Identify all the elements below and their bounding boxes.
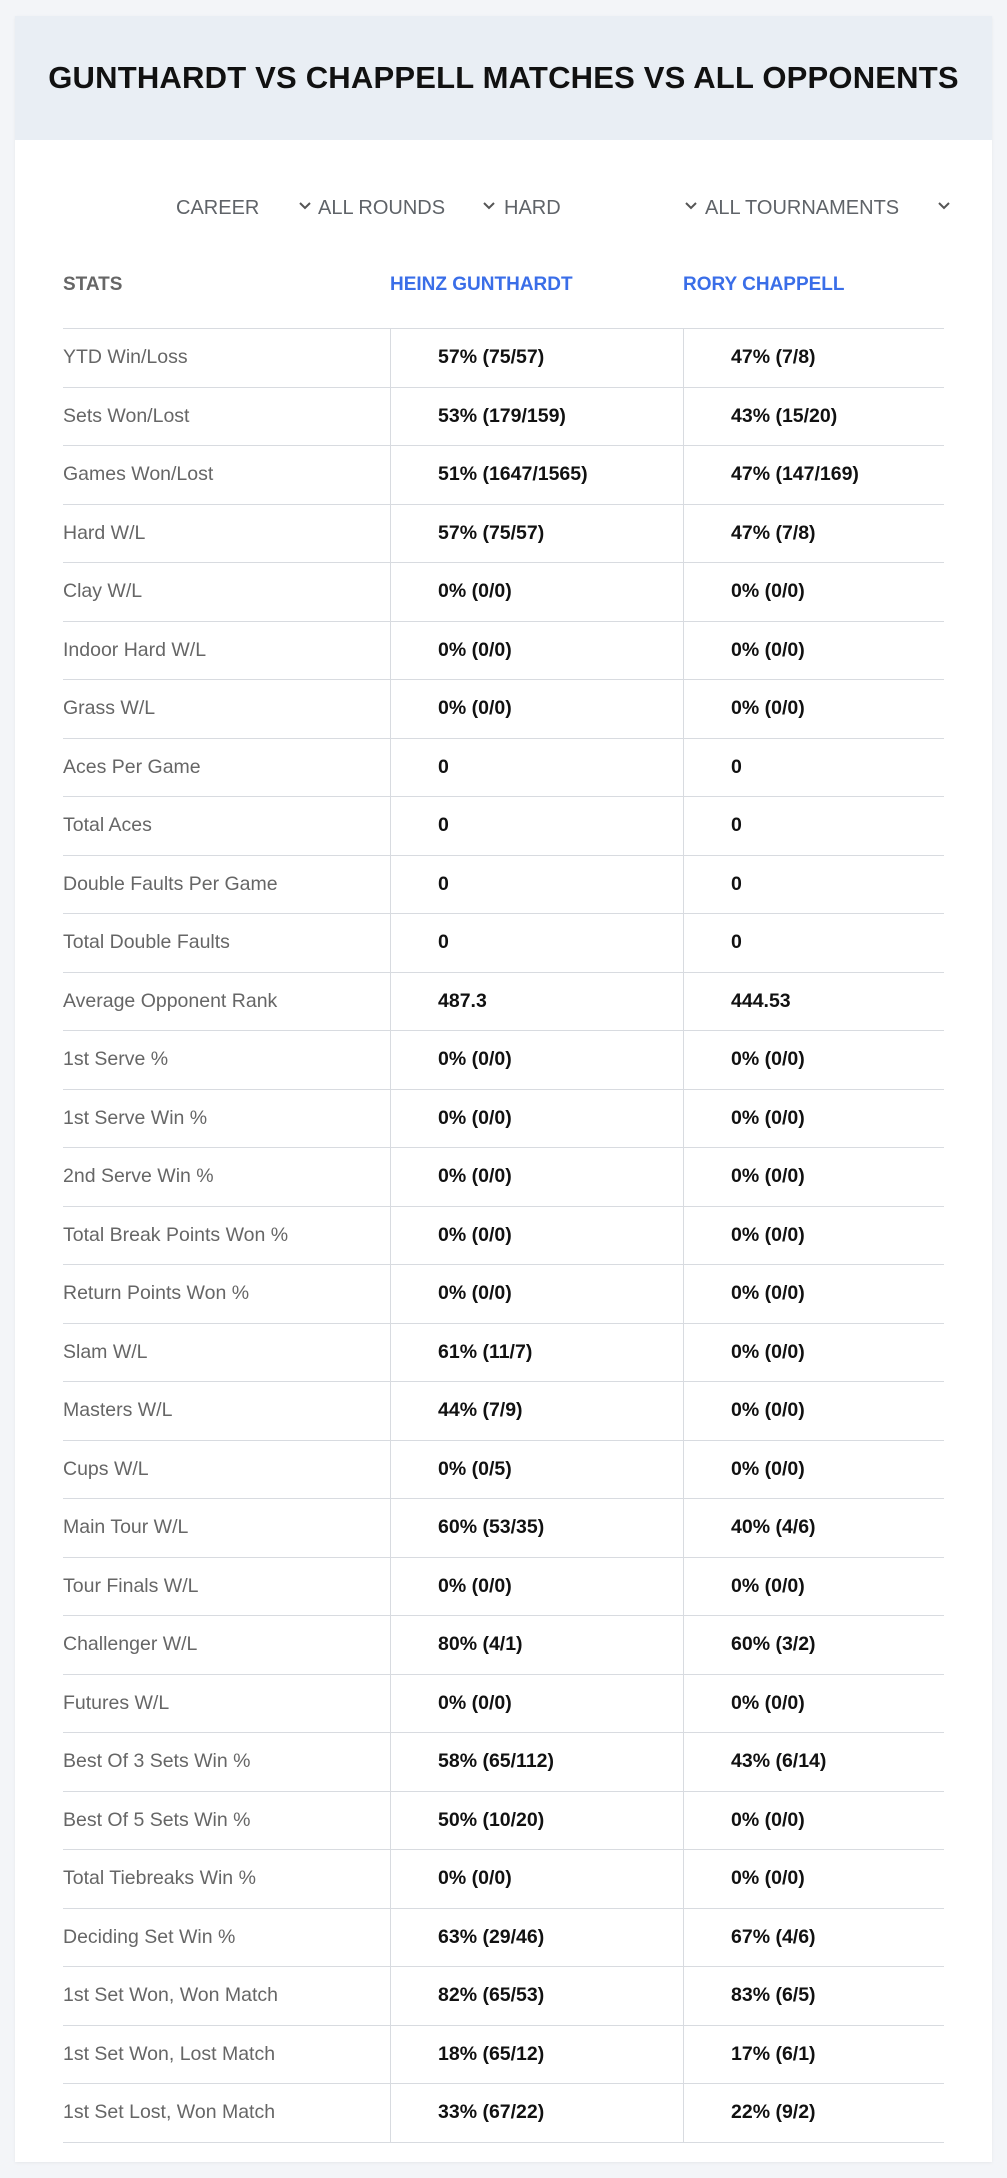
player2-value: 0% (0/0) (683, 1441, 944, 1499)
player2-value: 17% (6/1) (683, 2026, 944, 2084)
player1-value: 0 (390, 856, 683, 914)
table-row (63, 446, 944, 505)
table-row (63, 1324, 944, 1383)
stat-label: 1st Set Won, Lost Match (63, 2042, 276, 2065)
stat-label: Total Double Faults (63, 931, 230, 954)
stat-label: Double Faults Per Game (63, 872, 278, 895)
stat-label: YTD Win/Loss (63, 346, 188, 369)
stat-label: Cups W/L (63, 1457, 149, 1480)
stat-label: Deciding Set Win % (63, 1925, 236, 1948)
player2-value: 444.53 (683, 973, 944, 1031)
player2-value: 0 (683, 739, 944, 797)
stat-label: Tour Finals W/L (63, 1574, 199, 1597)
player2-value: 0% (0/0) (683, 622, 944, 680)
stat-label: Best Of 5 Sets Win % (63, 1808, 251, 1831)
tournaments-select[interactable] (705, 188, 963, 228)
stat-label: Total Break Points Won % (63, 1223, 289, 1246)
stat-label: Hard W/L (63, 521, 146, 544)
player1-value: 0% (0/0) (390, 1148, 683, 1206)
table-row (63, 1090, 944, 1149)
player1-value: 0% (0/0) (390, 1031, 683, 1089)
stat-label: Challenger W/L (63, 1633, 198, 1656)
player1-value: 33% (67/22) (390, 2084, 683, 2142)
player2-value: 0% (0/0) (683, 1207, 944, 1265)
player1-value: 44% (7/9) (390, 1382, 683, 1440)
stat-label: Grass W/L (63, 697, 156, 720)
stat-label: Total Aces (63, 814, 152, 837)
player2-value: 0% (0/0) (683, 1265, 944, 1323)
chevron-down-icon (935, 197, 953, 215)
stat-label: Slam W/L (63, 1340, 148, 1363)
chevron-down-icon (682, 197, 700, 215)
stat-label: 1st Serve Win % (63, 1106, 208, 1129)
player2-header-link[interactable]: RORY CHAPPELL (683, 274, 845, 295)
stat-label: 2nd Serve Win % (63, 1165, 214, 1188)
table-row (63, 1967, 944, 2026)
player1-value: 57% (75/57) (390, 329, 683, 387)
player2-value: 22% (9/2) (683, 2084, 944, 2142)
table-row (63, 1441, 944, 1500)
player1-value: 57% (75/57) (390, 505, 683, 563)
stat-label: Futures W/L (63, 1691, 170, 1714)
player1-value: 487.3 (390, 973, 683, 1031)
table-row (63, 563, 944, 622)
player1-value: 80% (4/1) (390, 1616, 683, 1674)
player1-value: 0 (390, 914, 683, 972)
table-row (63, 1031, 944, 1090)
player1-value: 63% (29/46) (390, 1909, 683, 1967)
player1-value: 0% (0/5) (390, 1441, 683, 1499)
player2-value: 47% (147/169) (683, 446, 944, 504)
player1-value: 0% (0/0) (390, 1265, 683, 1323)
stat-label: Average Opponent Rank (63, 989, 278, 1012)
table-row (63, 622, 944, 681)
player2-value: 0% (0/0) (683, 1850, 944, 1908)
stat-label: 1st Set Lost, Won Match (63, 2101, 276, 2124)
tournaments-select-label: ALL TOURNAMENTS (705, 196, 900, 219)
player2-value: 0% (0/0) (683, 1031, 944, 1089)
player2-value: 40% (4/6) (683, 1499, 944, 1557)
player1-value: 0% (0/0) (390, 563, 683, 621)
table-row (63, 505, 944, 564)
player2-value: 47% (7/8) (683, 329, 944, 387)
player2-value: 0% (0/0) (683, 1148, 944, 1206)
player2-value: 83% (6/5) (683, 1967, 944, 2025)
stat-label: 1st Set Won, Won Match (63, 1984, 278, 2007)
table-row (63, 1558, 944, 1617)
filter-bar (15, 188, 992, 228)
stat-label: 1st Serve % (63, 1048, 169, 1071)
player2-value: 0 (683, 914, 944, 972)
player1-value: 58% (65/112) (390, 1733, 683, 1791)
table-row (63, 973, 944, 1032)
stat-label: Return Points Won % (63, 1282, 250, 1305)
stat-label: Games Won/Lost (63, 463, 214, 486)
table-row (63, 2026, 944, 2085)
player1-value: 0% (0/0) (390, 1850, 683, 1908)
stat-label: Best Of 3 Sets Win % (63, 1750, 251, 1773)
table-row (63, 1499, 944, 1558)
table-row (63, 1382, 944, 1441)
player2-value: 0% (0/0) (683, 1675, 944, 1733)
table-row (63, 1616, 944, 1675)
player1-value: 60% (53/35) (390, 1499, 683, 1557)
player2-value: 43% (15/20) (683, 388, 944, 446)
table-row (63, 1850, 944, 1909)
player1-value: 0% (0/0) (390, 1675, 683, 1733)
table-row (63, 856, 944, 915)
surface-select[interactable] (504, 188, 704, 228)
stat-label: Clay W/L (63, 580, 143, 603)
period-select-label: CAREER (176, 196, 260, 219)
player1-value: 50% (10/20) (390, 1792, 683, 1850)
player1-value: 0% (0/0) (390, 1558, 683, 1616)
player2-value: 47% (7/8) (683, 505, 944, 563)
player1-value: 0% (0/0) (390, 680, 683, 738)
table-header (63, 246, 944, 329)
table-row (63, 1207, 944, 1266)
table-row (63, 2084, 944, 2143)
player2-value: 0% (0/0) (683, 680, 944, 738)
table-row (63, 739, 944, 798)
player1-value: 51% (1647/1565) (390, 446, 683, 504)
table-row (63, 680, 944, 739)
player1-value: 0 (390, 797, 683, 855)
player2-value: 60% (3/2) (683, 1616, 944, 1674)
stat-label: Sets Won/Lost (63, 404, 190, 427)
player1-value: 0 (390, 739, 683, 797)
player1-value: 61% (11/7) (390, 1324, 683, 1382)
player2-value: 0% (0/0) (683, 1382, 944, 1440)
table-row (63, 797, 944, 856)
player2-value: 0 (683, 856, 944, 914)
period-select[interactable] (176, 188, 316, 228)
player2-value: 43% (6/14) (683, 1733, 944, 1791)
stat-label: Main Tour W/L (63, 1516, 189, 1539)
table-row (63, 1148, 944, 1207)
rounds-select[interactable] (318, 188, 503, 228)
page-header (15, 16, 992, 140)
table-row (63, 329, 944, 388)
table-row (63, 1675, 944, 1734)
player1-value: 0% (0/0) (390, 1207, 683, 1265)
player1-value: 53% (179/159) (390, 388, 683, 446)
stats-table (63, 246, 944, 2143)
table-row (63, 388, 944, 447)
player2-value: 0% (0/0) (683, 563, 944, 621)
table-body (63, 329, 944, 2143)
stat-label: Total Tiebreaks Win % (63, 1867, 256, 1890)
player1-value: 82% (65/53) (390, 1967, 683, 2025)
player1-value: 0% (0/0) (390, 622, 683, 680)
chevron-down-icon (480, 197, 498, 215)
player1-value: 18% (65/12) (390, 2026, 683, 2084)
table-row (63, 1909, 944, 1968)
player2-value: 0% (0/0) (683, 1090, 944, 1148)
player1-value: 0% (0/0) (390, 1090, 683, 1148)
table-row (63, 914, 944, 973)
player2-value: 0% (0/0) (683, 1792, 944, 1850)
surface-select-label: HARD (504, 196, 561, 219)
stats-column-header: STATS (63, 274, 123, 295)
stat-label: Indoor Hard W/L (63, 638, 207, 661)
player2-value: 0% (0/0) (683, 1558, 944, 1616)
page-title: GUNTHARDT VS CHAPPELL MATCHES VS ALL OPPONENTS (48, 60, 959, 95)
player2-value: 67% (4/6) (683, 1909, 944, 1967)
chevron-down-icon (296, 197, 314, 215)
table-row (63, 1792, 944, 1851)
player2-value: 0 (683, 797, 944, 855)
table-row (63, 1265, 944, 1324)
player2-value: 0% (0/0) (683, 1324, 944, 1382)
stat-label: Aces Per Game (63, 755, 201, 778)
stats-card (15, 16, 992, 2162)
stat-label: Masters W/L (63, 1399, 173, 1422)
player1-header-link[interactable]: HEINZ GUNTHARDT (390, 274, 573, 295)
rounds-select-label: ALL ROUNDS (318, 196, 446, 219)
table-row (63, 1733, 944, 1792)
